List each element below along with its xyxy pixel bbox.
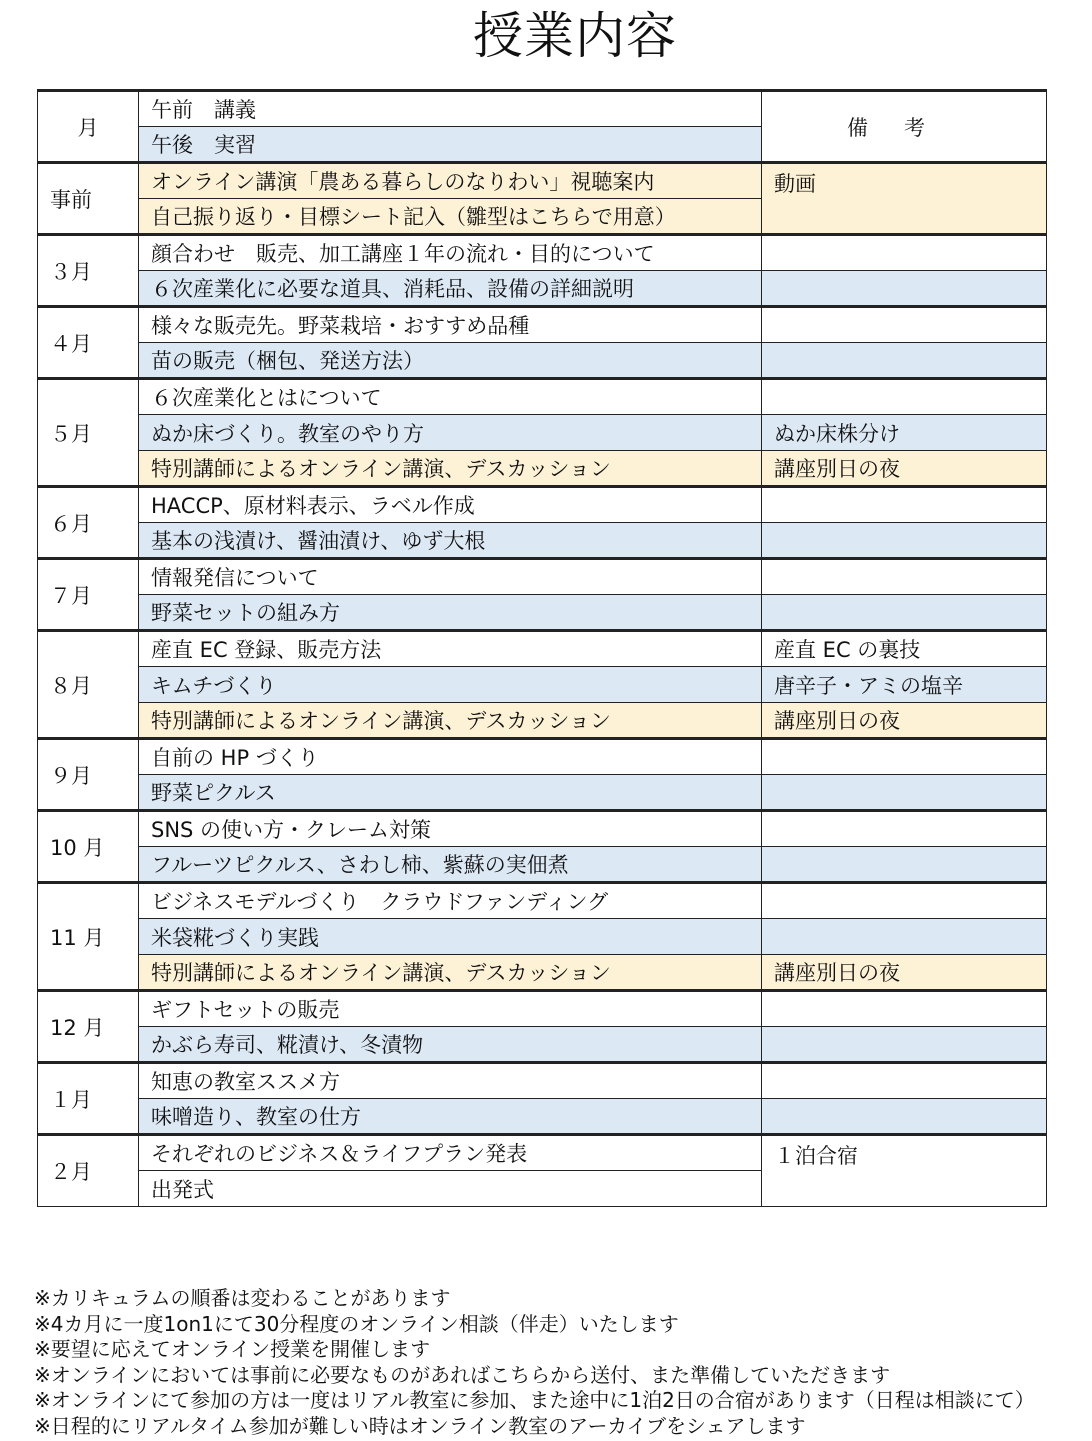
note-cell: ぬか床株分け	[762, 415, 1047, 451]
footnote: ※オンラインにおいては事前に必要なものがあればこちらから送付、また準備していただきます	[34, 1362, 891, 1387]
content-cell: 自己振り返り・目標シート記入（雛型はこちらで用意）	[139, 199, 762, 235]
month-row	[38, 523, 1047, 559]
note-cell	[762, 883, 1047, 919]
month-row	[38, 1063, 1047, 1099]
footnote: ※日程的にリアルタイム参加が難しい時はオンライン教室のアーカイブをシェアします	[34, 1413, 806, 1438]
note-cell: 産直 EC の裏技	[762, 631, 1047, 667]
footnote: ※4カ月に一度1on1にて30分程度のオンライン相談（伴走）いたします	[34, 1311, 679, 1336]
month-row	[38, 667, 1047, 703]
month-row	[38, 235, 1047, 271]
content-cell: それぞれのビジネス＆ライフプラン発表	[139, 1135, 762, 1171]
month-row	[38, 703, 1047, 739]
footnotes	[34, 1286, 1084, 1439]
note-cell	[762, 523, 1047, 559]
content-cell: ぬか床づくり。教室のやり方	[139, 415, 762, 451]
header-row	[38, 91, 1047, 127]
note-cell	[762, 739, 1047, 775]
month-label: ６月	[38, 487, 139, 559]
content-cell: 苗の販売（梱包、発送方法）	[139, 343, 762, 379]
content-cell: キムチづくり	[139, 667, 762, 703]
month-label: ９月	[38, 739, 139, 811]
note-cell	[762, 559, 1047, 595]
schedule-table	[37, 89, 1047, 1207]
content-cell: ６次産業化とはについて	[139, 379, 762, 415]
content-cell: 特別講師によるオンライン講演、デスカッション	[139, 703, 762, 739]
month-label: ４月	[38, 307, 139, 379]
month-label: 11 月	[38, 883, 139, 991]
month-row	[38, 343, 1047, 379]
month-row	[38, 1027, 1047, 1063]
month-row	[38, 883, 1047, 919]
note-cell	[762, 775, 1047, 811]
note-cell	[762, 847, 1047, 883]
note-cell	[762, 991, 1047, 1027]
note-cell	[762, 307, 1047, 343]
content-cell: 味噌造り、教室の仕方	[139, 1099, 762, 1135]
note-cell: 講座別日の夜	[762, 703, 1047, 739]
month-label: 事前	[38, 163, 139, 235]
content-cell: 出発式	[139, 1171, 762, 1207]
note-cell	[762, 811, 1047, 847]
content-cell: 野菜ピクルス	[139, 775, 762, 811]
page-title: 授業内容	[473, 7, 677, 65]
month-row	[38, 847, 1047, 883]
footnote: ※要望に応えてオンライン授業を開催します	[34, 1337, 431, 1361]
month-row	[38, 271, 1047, 307]
header-note: 備考	[762, 91, 1047, 163]
month-row	[38, 379, 1047, 415]
month-label: ７月	[38, 559, 139, 631]
content-cell: 産直 EC 登録、販売方法	[139, 631, 762, 667]
month-row	[38, 595, 1047, 631]
month-row	[38, 811, 1047, 847]
header-month: 月	[38, 91, 139, 163]
note-cell: 講座別日の夜	[762, 451, 1047, 487]
month-label: 12 月	[38, 991, 139, 1063]
footnote: ※カリキュラムの順番は変わることがあります	[34, 1286, 451, 1310]
content-cell: 情報発信について	[139, 559, 762, 595]
content-cell: 特別講師によるオンライン講演、デスカッション	[139, 955, 762, 991]
content-cell: 特別講師によるオンライン講演、デスカッション	[139, 451, 762, 487]
month-row	[38, 415, 1047, 451]
last-row	[38, 1135, 1047, 1171]
content-cell: フルーツピクルス、さわし柿、紫蘇の実佃煮	[139, 847, 762, 883]
content-cell: 自前の HP づくり	[139, 739, 762, 775]
note-cell: 動画	[762, 163, 1047, 235]
month-row	[38, 451, 1047, 487]
content-cell: 知恵の教室ススメ方	[139, 1063, 762, 1099]
note-cell	[762, 487, 1047, 523]
pre-row	[38, 163, 1047, 199]
content-cell: 顔合わせ 販売、加工講座１年の流れ・目的について	[139, 235, 762, 271]
month-row	[38, 739, 1047, 775]
note-cell	[762, 919, 1047, 955]
note-cell	[762, 1099, 1047, 1135]
content-cell: ６次産業化に必要な道具、消耗品、設備の詳細説明	[139, 271, 762, 307]
note-cell: 講座別日の夜	[762, 955, 1047, 991]
month-label: 10 月	[38, 811, 139, 883]
note-cell: 唐辛子・アミの塩辛	[762, 667, 1047, 703]
month-label: ３月	[38, 235, 139, 307]
month-row	[38, 559, 1047, 595]
note-cell	[762, 595, 1047, 631]
content-cell: ギフトセットの販売	[139, 991, 762, 1027]
month-row	[38, 307, 1047, 343]
month-row	[38, 487, 1047, 523]
content-cell: 様々な販売先。野菜栽培・おすすめ品種	[139, 307, 762, 343]
note-cell	[762, 1027, 1047, 1063]
note-cell	[762, 379, 1047, 415]
content-cell: ビジネスモデルづくり クラウドファンディング	[139, 883, 762, 919]
note-cell	[762, 1063, 1047, 1099]
month-row	[38, 919, 1047, 955]
month-row	[38, 1099, 1047, 1135]
note-cell	[762, 271, 1047, 307]
month-label: ８月	[38, 631, 139, 739]
content-cell: HACCP、原材料表示、ラベル作成	[139, 487, 762, 523]
month-label: ５月	[38, 379, 139, 487]
note-cell	[762, 343, 1047, 379]
month-label: １月	[38, 1063, 139, 1135]
month-row	[38, 631, 1047, 667]
schedule-body	[38, 91, 1047, 1207]
month-row	[38, 991, 1047, 1027]
content-cell: 基本の浅漬け、醤油漬け、ゆず大根	[139, 523, 762, 559]
content-cell: オンライン講演「農ある暮らしのなりわい」視聴案内	[139, 163, 762, 199]
content-cell: SNS の使い方・クレーム対策	[139, 811, 762, 847]
content-cell: 米袋糀づくり実践	[139, 919, 762, 955]
content-cell: かぶら寿司、糀漬け、冬漬物	[139, 1027, 762, 1063]
month-row	[38, 775, 1047, 811]
note-cell	[762, 235, 1047, 271]
header-am: 午前 講義	[139, 91, 762, 127]
footnote: ※オンラインにて参加の方は一度はリアル教室に参加、また途中に1泊2日の合宿があります（日程は相談にて）	[34, 1388, 1035, 1412]
month-row	[38, 955, 1047, 991]
header-pm: 午後 実習	[139, 127, 762, 163]
content-cell: 野菜セットの組み方	[139, 595, 762, 631]
note-cell: １泊合宿	[762, 1135, 1047, 1207]
month-label: ２月	[38, 1135, 139, 1207]
